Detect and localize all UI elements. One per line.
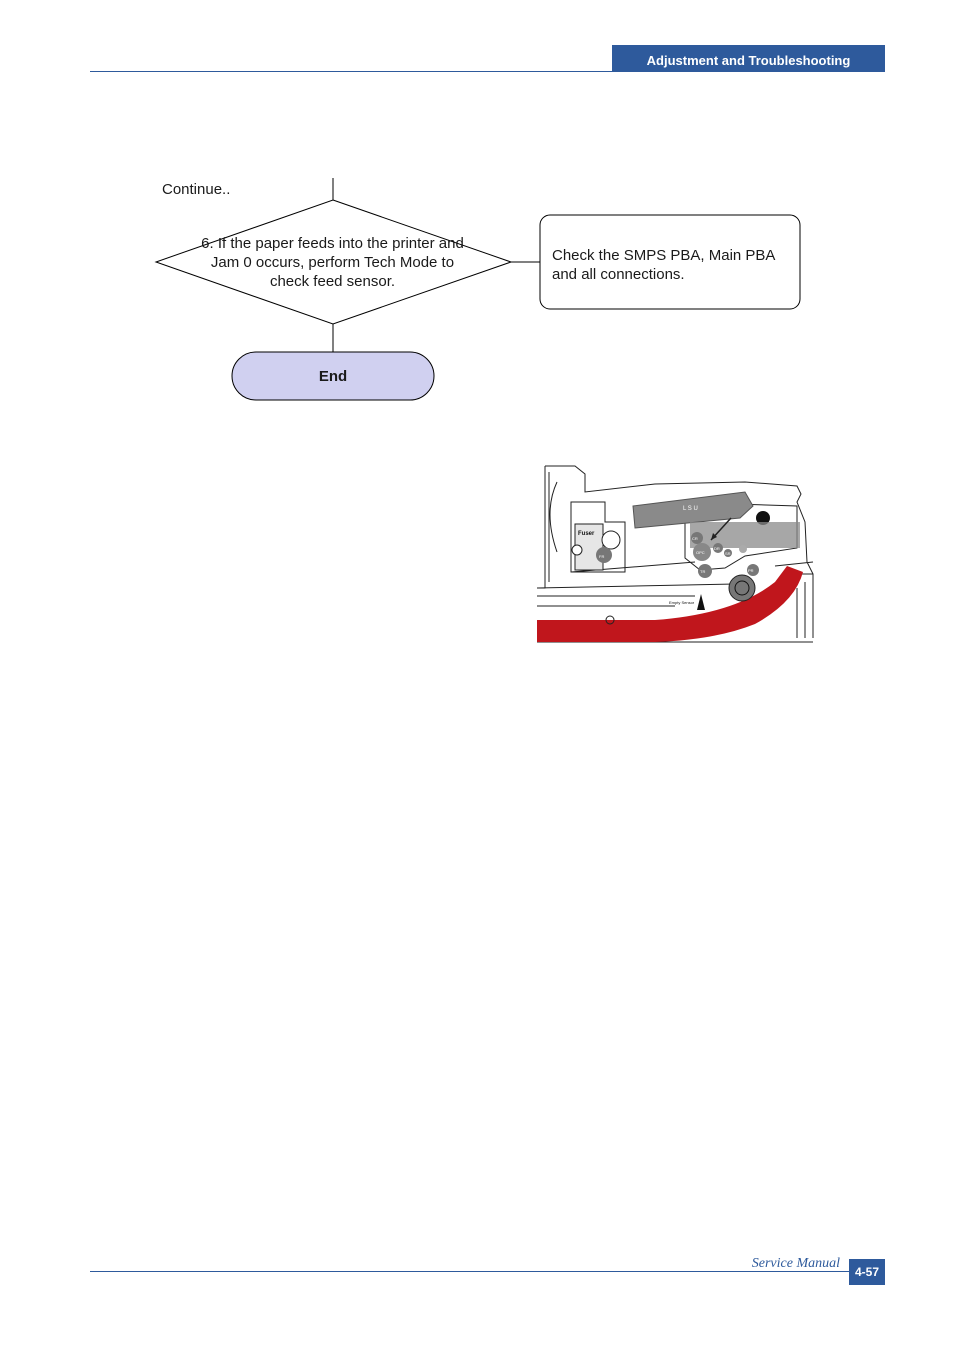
- page-number: 4-57: [849, 1259, 885, 1285]
- exit-roller: [572, 545, 582, 555]
- end-label: End: [318, 368, 348, 385]
- feed-roller-gear: [729, 575, 755, 601]
- action-text: Check the SMPS PBA, Main PBA and all connections.: [552, 247, 775, 283]
- decision-text: 6. If the paper feeds into the printer and Jam 0 occurs, perform Tech Mode to check feed sensor.: [201, 235, 464, 290]
- printer-paper-path-diagram: [535, 462, 817, 644]
- dr-label: DR: [714, 546, 720, 551]
- agitator: [739, 545, 747, 553]
- empty-sensor-label: Empty Sensor: [669, 600, 695, 605]
- pr-label: PR: [748, 568, 754, 573]
- section-title: Adjustment and Troubleshooting: [612, 45, 885, 72]
- toner-body: [690, 522, 800, 548]
- empty-sensor-actuator: [697, 594, 705, 610]
- cr-label: CR: [692, 536, 698, 541]
- flowchart: [0, 0, 954, 420]
- fuser-label: Fuser: [578, 531, 595, 537]
- manual-label: Service Manual: [751, 1256, 840, 1271]
- fuser-fr-label: FR: [599, 554, 605, 559]
- sr-label: SR: [725, 551, 731, 556]
- tr-label: TR: [700, 569, 706, 574]
- heat-roller: [602, 531, 620, 549]
- continue-label: Continue..: [162, 181, 231, 198]
- opc-label: OPC: [696, 550, 705, 555]
- lsu-label: L S U: [683, 506, 698, 512]
